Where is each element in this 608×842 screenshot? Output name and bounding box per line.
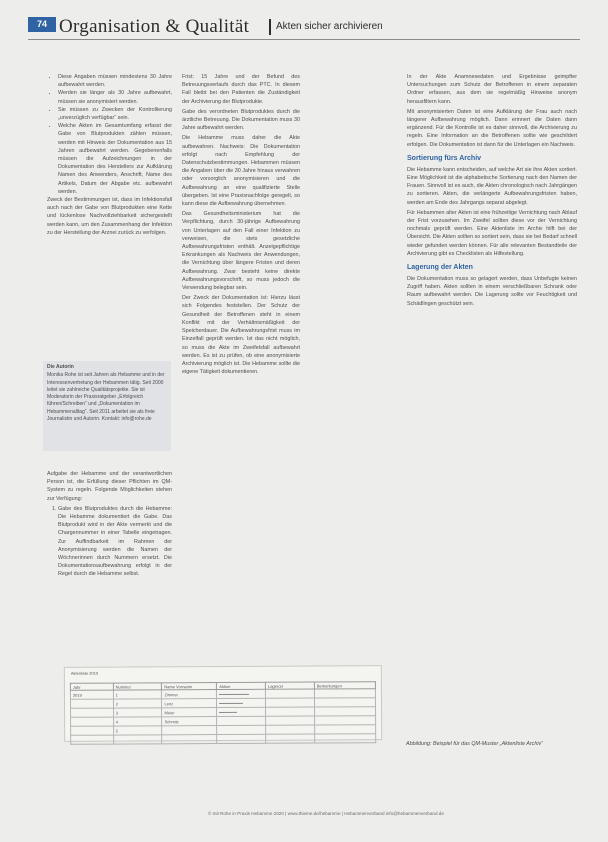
table-cell bbox=[314, 698, 375, 707]
page-title: Organisation & Qualität bbox=[59, 16, 250, 37]
table-cell bbox=[162, 735, 217, 744]
list-item: • Welche Akten im Gesamtumfang erfasst der Gabe von Blutprodukten zählen müssen, werden mit Hinweis der Dokumentation aus 15 Jahren aufbewahrt werden. Gegebenenfalls müssen die Aufzeichnungen in der Dokumentation des Herstellers zur Aufklärung Namen des Anwenders, Anschrift, Name des Artikels, Datum der Abgabe etc. aufbewahrt werden. bbox=[58, 122, 172, 196]
table-cell: Schmitz bbox=[162, 717, 217, 726]
column-header: Bemerkungen bbox=[314, 682, 375, 689]
column-header: Lagerort bbox=[266, 682, 315, 689]
table-cell bbox=[162, 726, 217, 735]
header-separator bbox=[269, 19, 271, 35]
col1-lower-list bbox=[47, 505, 172, 579]
column-header: Aktion bbox=[217, 682, 266, 689]
page-subtitle: Akten sicher archivieren bbox=[276, 21, 383, 32]
archive-list-table bbox=[70, 681, 376, 745]
table-cell bbox=[217, 707, 266, 716]
page-number: 74 bbox=[28, 17, 56, 32]
table-cell bbox=[217, 698, 266, 707]
column-header: Nummer bbox=[113, 683, 162, 690]
form-title: Aktenliste 2019 bbox=[70, 670, 99, 676]
col2-paragraph: Frist: 15 Jahre und der Befund des Betreuungsverlaufs durch das PTC. In diesem Fall bleibt bei den Patienten die Zuständigkeit der Archivierung der Blutprodukte. bbox=[182, 74, 300, 105]
list-item: • Sie müssen zu Zwecken der Kontrollierung „unverzüglich verfügbar“ sein. bbox=[58, 106, 172, 122]
col3-paragraph: In der Akte Anamnesedaten und Ergebnisse geimpfter Untersuchungen zum Schutz der Betroffenen in einem separaten Ordner erfassen, aus dem sie regelmäßig Hinweise anonym herausfiltern kann. bbox=[407, 74, 577, 105]
table-cell bbox=[70, 699, 113, 708]
table-cell bbox=[217, 734, 266, 743]
header-rule bbox=[28, 39, 580, 40]
section-heading-storage: Lagerung der Akten bbox=[407, 264, 473, 272]
table-cell bbox=[217, 716, 266, 725]
table-cell: Lenz bbox=[162, 699, 217, 708]
table-cell bbox=[315, 716, 376, 725]
col2-paragraph: Der Zweck der Dokumentation ist: Hierzu lässt sich Folgendes feststellen. Der Schutz der Gesundheit der Betroffenen steht in einem Konflikt mit der Verhältnismäßigkeit der Speicherdauer. Die Aufbewahrungsfrist muss im Einzelfall geprüft werden. Ist das nicht möglich, so muss die Akte im Zweifelsfall aufbewahrt werden. Es ist zu prüfen, ob eine anonymisierte Archivierung möglich ist. Die Hebamme sollte die eigene Tätigkeit dokumentieren. bbox=[182, 295, 300, 376]
table-cell: 2019 bbox=[70, 690, 113, 699]
table-cell: Zimmer bbox=[162, 690, 217, 699]
column-3 bbox=[407, 73, 577, 310]
col2-paragraph: Das Gesundheitsministerium hat die Verpflichtung, durch 30-jährige Aufbewahrung von Unterlagen auf den Fall einer Infektion zu verweisen, die stets gesetzliche Aufbewahrungsfristen enthält. Anzeigepflichtige Erkrankungen als Nachweis der Anwendungen, die Vernichtung über längere Fristen und deren Aufbewahrung. Zwar besteht keine direkte Aufbewahrungsvorschrift, so muss jedoch die Verwendung belegbar sein. bbox=[182, 211, 300, 292]
table-cell bbox=[71, 735, 114, 744]
table-cell bbox=[266, 689, 315, 698]
author-box-title: Die Autorin bbox=[47, 364, 74, 370]
list-item: 1. Gabe des Blutproduktes durch die Hebamme: Die Hebamme dokumentiert die Gabe. Das Blutprodukt wird in der Akte vermerkt und die Chargennummer in einer Tabelle eingetragen. Zur Auffindbarkeit im Rahmen der Anonymisierung werden die Namen der Wöchnerinnen durch Nummern ersetzt. Die Dokumentationsaufbewahrung erfolgt in der Regel durch die Hebamme selbst. bbox=[58, 505, 172, 579]
col2-paragraph: Gabe des verordneten Blutproduktes durch die ärztliche Betreuung. Die Dokumentation muss 30 Jahre aufbewahrt werden. bbox=[182, 108, 300, 132]
column-2 bbox=[182, 73, 300, 378]
table-cell bbox=[71, 708, 114, 717]
table-cell bbox=[266, 698, 315, 707]
archive-list-figure bbox=[64, 665, 382, 742]
table-cell bbox=[71, 717, 114, 726]
list-item: • Werden sie länger als 30 Jahre aufbewahrt, müssen sie anonymisiert werden. bbox=[58, 89, 172, 105]
table-cell bbox=[315, 725, 376, 734]
table-cell bbox=[266, 734, 315, 743]
table-cell: 1 bbox=[113, 690, 162, 699]
col3-paragraph: Für Hebammen alter Akten ist eine frühzeitige Vernichtung nach Ablauf der Frist vorzusehen. Im Zweifel sollten diese vor der Vernichtung nochmals geprüft werden. Eine Aktenliste im Archiv hilft bei der Übersicht. Die Akten sollten so sortiert sein, dass sie bei Bedarf schnell wieder gefunden werden können. Für alle relevanten Bestandteile der Archivierung gibt es Checklisten als Hilfestellung. bbox=[407, 209, 577, 257]
table-cell bbox=[71, 726, 114, 735]
column-1-lower bbox=[47, 470, 172, 579]
table-cell bbox=[266, 716, 315, 725]
figure-caption: Abbildung: Beispiel für das QM-Muster „Aktenliste Archiv“ bbox=[406, 741, 544, 747]
author-box-text: Monika Rohe ist seit Jahren als Hebamme und in der Interessenvertretung der Hebammen tätig. Seit 2000 leitet sie zahlreiche Qualitätsprojekte. Sie ist Moderatorin der Praxisratgeber „Erfolgreich führen/Schreiben“ und „Dokumentation im Hebammenalltag“. Seit 2011 arbeitet sie als freie Journalistin und Autorin. Kontakt: info@rohe.de bbox=[47, 372, 165, 423]
col1-bullet-list bbox=[47, 73, 172, 196]
table-cell bbox=[113, 735, 162, 744]
table-cell bbox=[266, 725, 315, 734]
author-box bbox=[43, 361, 171, 451]
column-1-upper bbox=[47, 73, 172, 239]
table-cell: 3 bbox=[113, 708, 162, 717]
table-cell bbox=[315, 734, 376, 743]
table-row bbox=[71, 734, 376, 745]
table-cell bbox=[314, 689, 375, 698]
table-cell: 2 bbox=[113, 699, 162, 708]
col3-paragraph: Die Hebamme kann entscheiden, auf welche Art sie ihre Akten sortiert. Eine Möglichkeit ist die alphabetische Sortierung nach den Namen der Frauen. Sinnvoll ist es auch, die Akten chronologisch nach Jahrgängen zu sortieren. Akten, die verlängerte Aufbewahrungsfristen haben, werden am Ende des Jahrgangs separat abgelegt. bbox=[407, 166, 577, 206]
table-cell bbox=[217, 725, 266, 734]
table-cell: 4 bbox=[113, 717, 162, 726]
col2-paragraph: Die Hebamme muss daher die Akte aufbewahren. Nachweis: Die Dokumentation erfolgt nach Empfehlung der Datenschutzbestimmungen. Hebammen müssen die Angaben über die 30 Jahre hinaus verwahren oder vorsorglich anonymisieren und die Aufbewahrung an eine qualifizierte Stelle übergeben. Ist eine Praxisnachfolge geregelt, so kann diese die Aufbewahrung übernehmen. bbox=[182, 135, 300, 208]
col3-paragraph: Mit anonymisierten Daten ist eine Aufklärung der Frau auch nach längerer Aufbewahrung möglich. Dann erinnert die Daten dann ergänzend. Für die Kontrolle ist es daher sinnvoll, die Archivierung zu regeln. Eine Information an die Betroffenen sollte wie geschildert erfolgen. Die Dokumentation ist dann für die Unterlagen ein Nachweis. bbox=[407, 108, 577, 148]
page-footer: © mit Rohe in Praxis Hebamme 2020 | www.thieme.de/hebamme | Hebammenverband info@hebammenverband.de bbox=[208, 811, 444, 816]
column-header: Jahr bbox=[70, 683, 113, 690]
col1-paragraph: Zweck der Bestimmungen ist, dass im Infektionsfall auch nach der Gabe von Blutprodukten eine Kette und lückenlose Nachvollziehbarkeit sichergestellt werden kann, um den Zusammenhang der Infektion zu der Herstellung der Arznei zurück zu verfolgen. bbox=[47, 197, 172, 236]
table-cell bbox=[314, 707, 375, 716]
col3-paragraph: Die Dokumentation muss so gelagert werden, dass Unbefugte keinen Zugriff haben. Akten sollten in einem verschließbaren Schrank oder Raum aufbewahrt werden. Die Lagerung sollte vor Feuchtigkeit und Schädlingen geschützt sein. bbox=[407, 276, 577, 307]
section-heading-sort: Sortierung fürs Archiv bbox=[407, 154, 482, 162]
table-cell bbox=[217, 689, 266, 698]
list-item: • Diese Angaben müssen mindestens 30 Jahre aufbewahrt werden. bbox=[58, 73, 172, 89]
table-cell bbox=[266, 707, 315, 716]
table-cell: Meier bbox=[162, 708, 217, 717]
table-cell: 5 bbox=[113, 726, 162, 735]
col1-lower-paragraph: Aufgabe der Hebamme und der verantwortlichen Person ist, die Erfüllung dieser Pflichten im QM-System zu regeln. Folgende Möglichkeiten stehen zur Verfügung: bbox=[47, 471, 172, 502]
column-header: Name Vorname bbox=[162, 683, 217, 690]
